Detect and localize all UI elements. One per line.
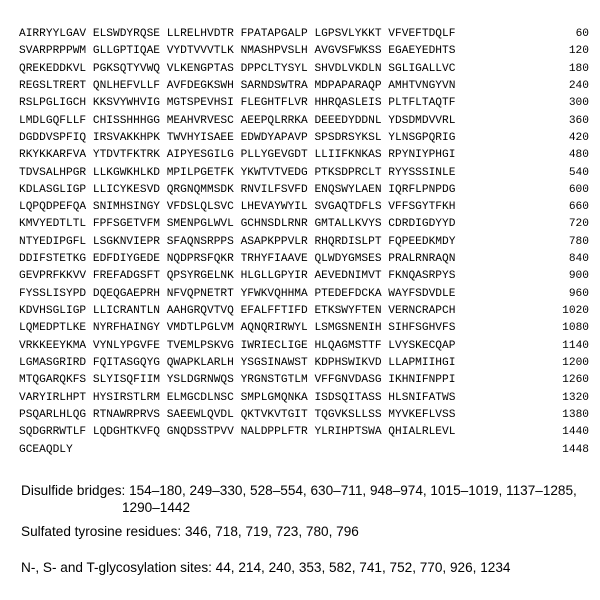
sequence-block: VYDTVVVTLK — [166, 45, 234, 58]
sequence-block: MEAHVRVESC — [166, 114, 234, 127]
sequence-blocks — [19, 216, 455, 233]
sequence-block: MTQGARQKFS — [19, 374, 87, 387]
sequence-block: RSLPGLIGCH — [19, 97, 87, 110]
sequence-block: SAEEWLQVDL — [166, 408, 234, 421]
sequence-block: IRSVAKKHPK — [92, 131, 160, 144]
sequence-block: EGAEYEDHTS — [388, 45, 456, 58]
sequence-block: SPSDRSYKSL — [314, 131, 382, 144]
glycosylation-label: N-, S- and T-glycosylation sites: — [21, 560, 212, 575]
residue-number: 1320 — [562, 391, 589, 404]
sequence-block: KMVYEDTLTL — [19, 218, 87, 231]
residue-number: 180 — [568, 62, 589, 75]
sulfated-label: Sulfated tyrosine residues: — [21, 524, 182, 539]
sequence-block: DDIFSTETKG — [19, 253, 87, 266]
sequence-row — [19, 113, 589, 130]
sequence-block: TQGVKSLLSS — [314, 408, 382, 421]
residue-number: 1140 — [562, 339, 589, 352]
sequence-block: VLKENGPTAS — [166, 62, 234, 75]
residue-number: 360 — [568, 114, 589, 127]
sequence-block: AVFDEGKSWH — [166, 79, 234, 92]
sequence-block: SIHFSGHVFS — [388, 322, 456, 335]
sequence-block: HLQAGMSTTF — [314, 339, 382, 352]
sequence-block: LSGKNVIEPR — [92, 235, 160, 248]
sequence-block: VFVEFTDQLF — [388, 28, 456, 40]
sequence-block: YFWKVQHHMA — [240, 287, 308, 300]
residue-number: 540 — [568, 166, 589, 179]
sequence-block: AIRRYYLGAV — [19, 28, 87, 40]
sequence-block: QRGNQMMSDK — [166, 183, 234, 196]
sequence-row — [19, 61, 589, 78]
sequence-block: VFFGNVDASG — [314, 374, 382, 387]
sequence-block: HLGLLGPYIR — [240, 270, 308, 283]
sequence-block: VFDSLQLSVC — [166, 201, 234, 214]
sequence-block: GNQDSSTPVV — [166, 426, 234, 439]
sequence-block: MYVKEFLVSS — [388, 408, 456, 421]
sequence-block: LLRELHVDTR — [166, 28, 234, 40]
sequence-block: QREKEDDKVL — [19, 62, 87, 75]
sequence-block: DQEQGAEPRH — [92, 287, 160, 300]
sequence-row — [19, 26, 589, 43]
sequence-block: IKHNIFNPPI — [388, 374, 456, 387]
sequence-block: RKYKKARFVA — [19, 149, 87, 162]
sequence-block: SLYISQFIIM — [92, 374, 160, 387]
sequence-block: SMPLGMQNKA — [240, 391, 308, 404]
sequence-block: YLNSGPQRIG — [388, 131, 456, 144]
sequence-block: TWVHYISAEE — [166, 131, 234, 144]
sequence-block: YKWTVTVEDG — [240, 166, 308, 179]
sequence-block: RNVILFSVFD — [240, 183, 308, 196]
sequence-block: ASAPKPPVLR — [240, 235, 308, 248]
residue-number: 900 — [568, 270, 589, 283]
sequence-block: REGSLTRERT — [19, 79, 87, 92]
residue-number: 600 — [568, 183, 589, 196]
sequence-row — [19, 165, 589, 182]
sequence-block: HYSIRSTLRM — [92, 391, 160, 404]
residue-number: 1200 — [562, 356, 589, 369]
sequence-blocks — [19, 355, 455, 372]
sequence-block: GMTALLKVYS — [314, 218, 382, 231]
sequence-listing — [19, 26, 589, 459]
residue-number: 1260 — [562, 374, 589, 387]
residue-number: 720 — [568, 218, 589, 231]
sequence-blocks — [19, 320, 455, 337]
sequence-block: NALDPPLFTR — [240, 426, 308, 439]
sequence-blocks — [19, 147, 455, 164]
residue-number: 1080 — [562, 322, 589, 335]
sequence-block: NFVQPNETRT — [166, 287, 234, 300]
sequence-block: QPSYRGELNK — [166, 270, 234, 283]
sequence-block: RPYNIYPHGI — [388, 149, 456, 162]
sequence-blocks — [19, 199, 455, 216]
sequence-block: LGPSVLYKKT — [314, 28, 382, 40]
sequence-block: LLIIFKNKAS — [314, 149, 382, 162]
sequence-block: DGDDVSPFIQ — [19, 131, 87, 144]
sequence-row — [19, 234, 589, 251]
sequence-block: SVGAQTDFLS — [314, 201, 382, 214]
sequence-block: CHISSHHHGG — [92, 114, 160, 127]
residue-number: 1440 — [562, 426, 589, 439]
sequence-block: YSGSINAWST — [240, 356, 308, 369]
sequence-block: AAHGRQVTVQ — [166, 305, 234, 317]
sequence-block: FREFADGSFT — [92, 270, 160, 283]
sequence-block: PTEDEFDCKA — [314, 287, 382, 300]
residue-number: 420 — [568, 131, 589, 144]
sequence-block: MDPAPARAQP — [314, 79, 382, 92]
sequence-block: DEEEDYDDNL — [314, 114, 382, 127]
sequence-blocks — [19, 251, 455, 268]
sequence-block: RTNAWRPRVS — [92, 408, 160, 421]
sequence-blocks — [19, 372, 455, 389]
sequence-block: YRGNSTGTLM — [240, 374, 308, 387]
residue-number: 120 — [568, 45, 589, 58]
sequence-row — [19, 268, 589, 285]
sequence-block: SGLIGALLVC — [388, 62, 456, 75]
sequence-row — [19, 286, 589, 303]
sequence-blocks — [19, 286, 455, 303]
sequence-blocks — [19, 338, 455, 355]
sequence-row — [19, 442, 589, 459]
sulfated-tyrosine-annotation — [21, 523, 581, 540]
sequence-block: QLWDYGMSES — [314, 253, 382, 266]
residue-number: 1380 — [562, 408, 589, 421]
sequence-blocks — [19, 78, 455, 95]
sequence-blocks — [19, 26, 455, 43]
sequence-block: MPILPGETFK — [166, 166, 234, 179]
sequence-block: LQMEDPTLKE — [19, 322, 87, 335]
sequence-block: HLSNIFATWS — [388, 391, 456, 404]
sequence-blocks — [19, 407, 455, 424]
sequence-block: AEEPQLRRKA — [240, 114, 308, 127]
sequence-block: VYNLYPGVFE — [92, 339, 160, 352]
sequence-block: GCEAQDLY — [19, 443, 73, 456]
sequence-block: LLKGWKHLKD — [92, 166, 160, 179]
sequence-block: LSMGSNENIH — [314, 322, 382, 335]
sequence-block: AIPYESGILG — [166, 149, 234, 162]
sequence-row — [19, 78, 589, 95]
sequence-row — [19, 338, 589, 355]
sequence-blocks — [19, 61, 455, 78]
sequence-block: SHVDLVKDLN — [314, 62, 382, 75]
sequence-block: PLTFLTAQTF — [388, 97, 456, 110]
sequence-row — [19, 390, 589, 407]
residue-number: 1448 — [562, 443, 589, 456]
sequence-block: VERNCRAPCH — [388, 305, 456, 317]
residue-number: 780 — [568, 235, 589, 248]
sequence-block: IWRIECLIGE — [240, 339, 308, 352]
sequence-block: PLLYGEVGDT — [240, 149, 308, 162]
sequence-block: SQDGRRWTLF — [19, 426, 87, 439]
sequence-blocks — [19, 390, 455, 407]
sequence-block: PSQARLHLQG — [19, 408, 87, 421]
sequence-block: QNLHEFVLLF — [92, 79, 160, 92]
sequence-block: PRALRNRAQN — [388, 253, 456, 266]
sequence-block: VFFSGYTFKH — [388, 201, 456, 214]
sequence-block: LVYSKECQAP — [388, 339, 456, 352]
sequence-block: AEVEDNIMVT — [314, 270, 382, 283]
residue-number: 480 — [568, 149, 589, 162]
disulfide-values-line-2: 1290–1442 — [122, 500, 191, 515]
sequence-block: RYYSSSINLE — [388, 166, 456, 179]
sequence-row — [19, 95, 589, 112]
sequence-block: FPFSGETVFM — [92, 218, 160, 231]
sequence-row — [19, 320, 589, 337]
sequence-block: FPATAPGALP — [240, 28, 308, 40]
sequence-blocks — [19, 113, 455, 130]
sequence-block: VRKKEEYKMA — [19, 339, 87, 352]
disulfide-label: Disulfide bridges: — [21, 483, 126, 498]
sequence-block: PGKSQTYVWQ — [92, 62, 160, 75]
sequence-block: GEVPRFKKVV — [19, 270, 87, 283]
sequence-block: KDLASGLIGP — [19, 183, 87, 196]
sequence-row — [19, 355, 589, 372]
sequence-block: LHEVAYWYIL — [240, 201, 308, 214]
sequence-block: TVEMLPSKVG — [166, 339, 234, 352]
sequence-block: LQPQDPEFQA — [19, 201, 87, 214]
sequence-row — [19, 147, 589, 164]
sequence-block: WAYFSDVDLE — [388, 287, 456, 300]
sequence-block: LMDLGQFLLF — [19, 114, 87, 127]
sequence-blocks — [19, 424, 455, 441]
sequence-blocks — [19, 268, 455, 285]
sequence-row — [19, 43, 589, 60]
sequence-block: HHRQASLEIS — [314, 97, 382, 110]
sequence-block: SNIMHSINGY — [92, 201, 160, 214]
sequence-row — [19, 130, 589, 147]
sequence-block: PTKSDPRCLT — [314, 166, 382, 179]
sulfated-values: 346, 718, 719, 723, 780, 796 — [184, 524, 359, 539]
sequence-block: AMHTVNGYVN — [388, 79, 456, 92]
disulfide-values-line-1: 154–180, 249–330, 528–554, 630–711, 948–974, 1015–1019, 1137–1285, — [129, 483, 577, 498]
sequence-block: SARNDSWTRA — [240, 79, 308, 92]
sequence-blocks — [19, 165, 455, 182]
sequence-block: ISDSQITASS — [314, 391, 382, 404]
sequence-block: LLICYKESVD — [92, 183, 160, 196]
sequence-block: TRHYFIAAVE — [240, 253, 308, 266]
sequence-block: CDRDIGDYYD — [388, 218, 456, 231]
sequence-block: SFAQNSRPPS — [166, 235, 234, 248]
sequence-block: QHIALRLEVL — [388, 426, 456, 439]
sequence-blocks — [19, 303, 455, 320]
sequence-block: LLICRANTLN — [92, 305, 160, 317]
residue-number: 60 — [575, 28, 589, 40]
sequence-block: ELMGCDLNSC — [166, 391, 234, 404]
residue-number: 840 — [568, 253, 589, 266]
sequence-block: FQITASGQYG — [92, 356, 160, 369]
residue-number: 300 — [568, 97, 589, 110]
sequence-block: EFALFFTIFD — [240, 305, 308, 317]
sequence-block: KDPHSWIKVD — [314, 356, 382, 369]
sequence-block: DPPCLTYSYL — [240, 62, 308, 75]
sequence-block: ELSWDYRQSE — [92, 28, 160, 40]
sequence-block: QKTVKVTGIT — [240, 408, 308, 421]
sequence-block: TDVSALHPGR — [19, 166, 87, 179]
sequence-block: IQRFLPNPDG — [388, 183, 456, 196]
sequence-block: NQDPRSFQKR — [166, 253, 234, 266]
sequence-block: VARYIRLHPT — [19, 391, 87, 404]
sequence-block: NMASHPVSLH — [240, 45, 308, 58]
disulfide-bridges-annotation — [21, 482, 581, 516]
residue-number: 1020 — [562, 305, 589, 317]
sequence-row — [19, 182, 589, 199]
sequence-row — [19, 372, 589, 389]
residue-number: 960 — [568, 287, 589, 300]
sequence-block: LLAPMIIHGI — [388, 356, 456, 369]
sequence-blocks — [19, 95, 455, 112]
sequence-block: EDFDIYGEDE — [92, 253, 160, 266]
sequence-row — [19, 251, 589, 268]
sequence-block: EDWDYAPAVP — [240, 131, 308, 144]
sequence-block: AQNQRIRWYL — [240, 322, 308, 335]
sequence-row — [19, 407, 589, 424]
sequence-blocks — [19, 43, 455, 60]
sequence-block: SMENPGLWVL — [166, 218, 234, 231]
glycosylation-sites-annotation — [21, 559, 581, 576]
sequence-block: KDVHSGLIGP — [19, 305, 87, 317]
sequence-block: ENQSWYLAEN — [314, 183, 382, 196]
sequence-block: YLRIHPTSWA — [314, 426, 382, 439]
sequence-row — [19, 216, 589, 233]
sequence-blocks — [19, 182, 455, 199]
glycosylation-values: 44, 214, 240, 353, 582, 741, 752, 770, 926, 1234 — [215, 560, 511, 575]
sequence-block: GLLGPTIQAE — [92, 45, 160, 58]
sequence-blocks — [19, 234, 455, 251]
sequence-block: YSLDGRNWQS — [166, 374, 234, 387]
sequence-block: FKNQASRPYS — [388, 270, 456, 283]
sequence-block: AVGVSFWKSS — [314, 45, 382, 58]
sequence-block: SVARPRPPWM — [19, 45, 87, 58]
sequence-row — [19, 199, 589, 216]
sequence-block: YTDVTFKTRK — [92, 149, 160, 162]
sequence-block: FQPEEDKMDY — [388, 235, 456, 248]
sequence-block: LQDGHTKVFQ — [92, 426, 160, 439]
sequence-blocks — [19, 130, 455, 147]
sequence-block: VMDTLPGLVM — [166, 322, 234, 335]
sequence-block: MGTSPEVHSI — [166, 97, 234, 110]
sequence-block: NYRFHAINGY — [92, 322, 160, 335]
sequence-row — [19, 424, 589, 441]
sequence-block: GCHNSDLRNR — [240, 218, 308, 231]
sequence-block: KKSVYWHVIG — [92, 97, 160, 110]
sequence-row — [19, 303, 589, 320]
sequence-block: LGMASGRIRD — [19, 356, 87, 369]
sequence-block: YDSDMDVVRL — [388, 114, 456, 127]
sequence-block: FLEGHTFLVR — [240, 97, 308, 110]
sequence-blocks — [19, 442, 73, 459]
sequence-block: ETKSWYFTEN — [314, 305, 382, 317]
sequence-block: FYSSLISYPD — [19, 287, 87, 300]
sequence-block: RHQRDISLPT — [314, 235, 382, 248]
sequence-block: QWAPKLARLH — [166, 356, 234, 369]
residue-number: 660 — [568, 201, 589, 214]
sequence-block: NTYEDIPGFL — [19, 235, 87, 248]
residue-number: 240 — [568, 79, 589, 92]
